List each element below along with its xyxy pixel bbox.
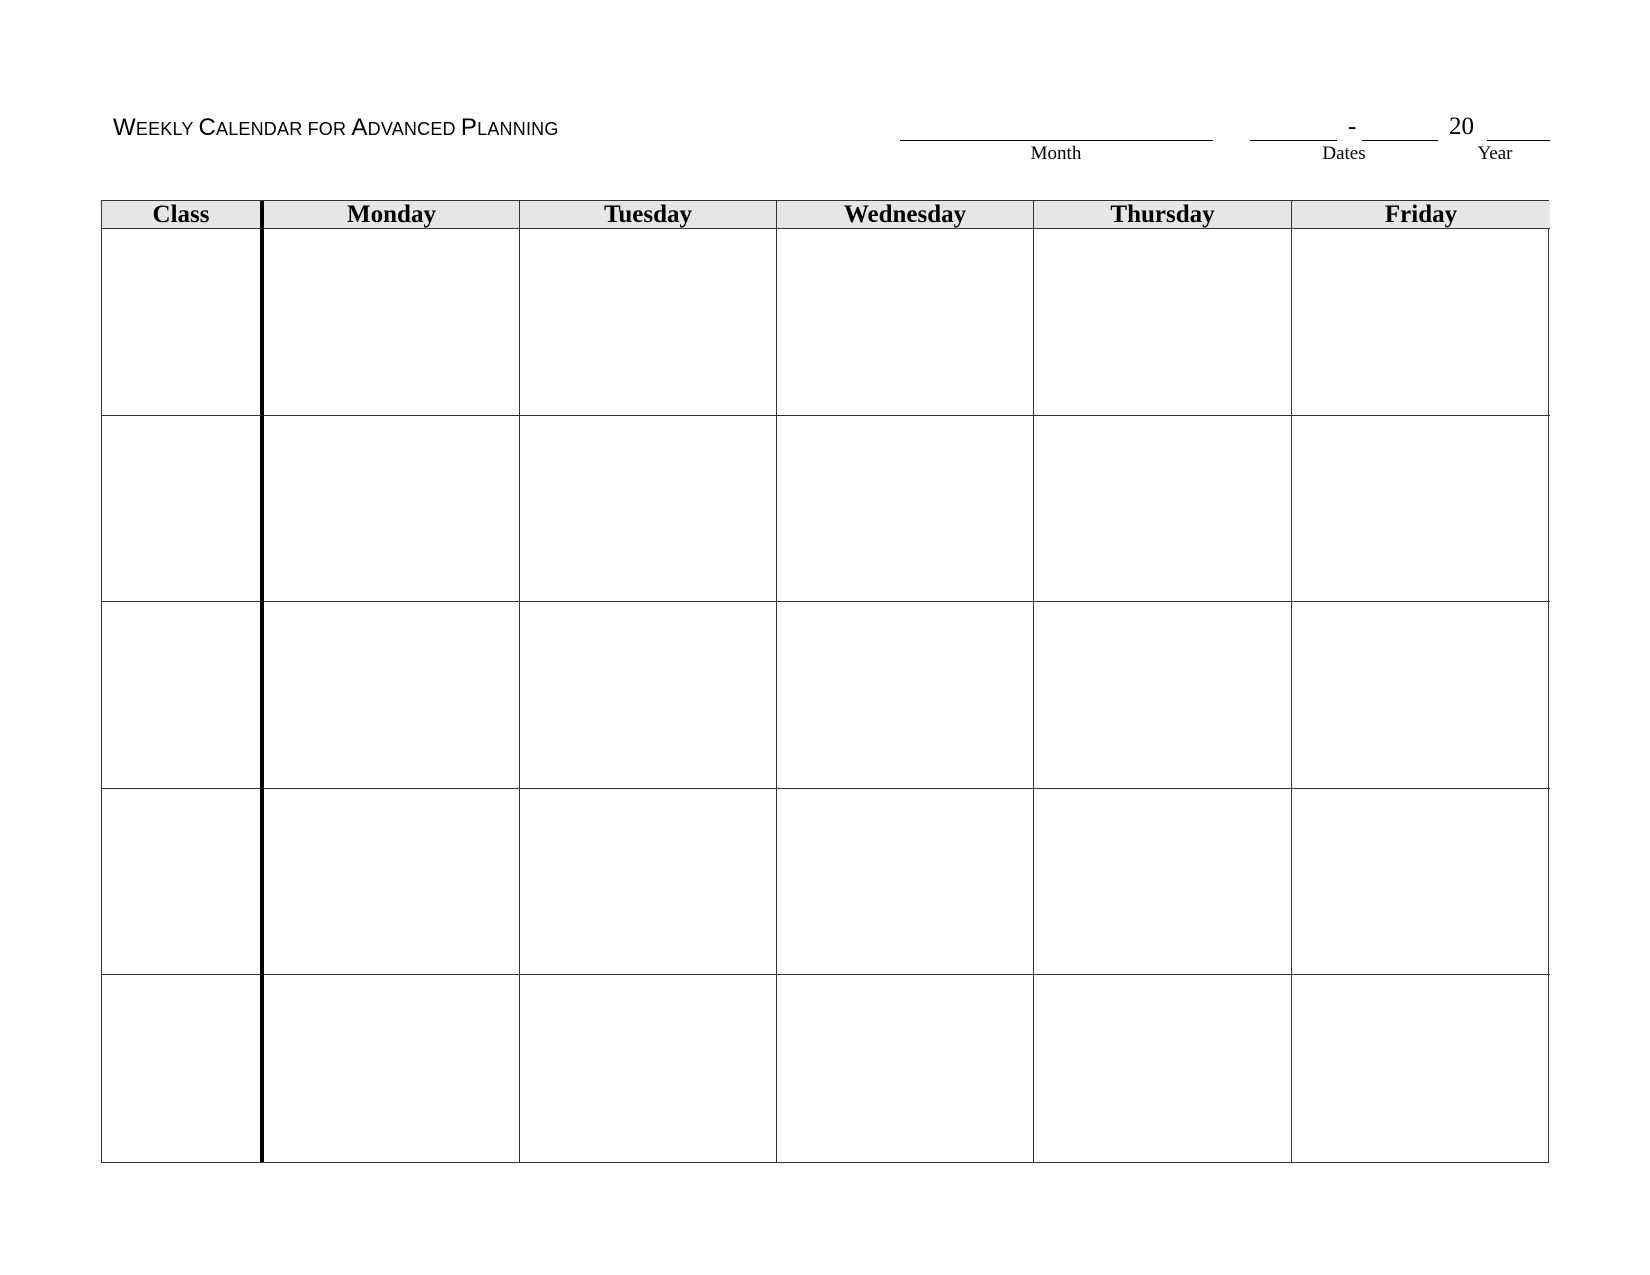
class-cell[interactable]	[102, 975, 264, 1162]
year-prefix: 20	[1449, 113, 1474, 140]
class-cell[interactable]	[102, 789, 264, 976]
wednesday-cell[interactable]	[777, 229, 1034, 416]
dates-label: Dates	[1322, 143, 1366, 164]
monday-cell[interactable]	[264, 975, 520, 1162]
column-header-wednesday: Wednesday	[777, 201, 1034, 229]
monday-cell[interactable]	[264, 602, 520, 789]
year-label: Year	[1477, 143, 1513, 164]
thursday-cell[interactable]	[1034, 416, 1292, 603]
month-label: Month	[1030, 143, 1082, 164]
start-date-field-line[interactable]	[1250, 140, 1337, 141]
friday-cell[interactable]	[1292, 789, 1550, 976]
wednesday-cell[interactable]	[777, 789, 1034, 976]
column-header-thursday: Thursday	[1034, 201, 1292, 229]
tuesday-cell[interactable]	[520, 602, 777, 789]
year-field-line[interactable]	[1487, 140, 1550, 141]
friday-cell[interactable]	[1292, 602, 1550, 789]
column-header-friday: Friday	[1292, 201, 1550, 229]
friday-cell[interactable]	[1292, 975, 1550, 1162]
thursday-cell[interactable]	[1034, 602, 1292, 789]
tuesday-cell[interactable]	[520, 416, 777, 603]
thursday-cell[interactable]	[1034, 789, 1292, 976]
column-header-class: Class	[102, 201, 264, 229]
wednesday-cell[interactable]	[777, 975, 1034, 1162]
friday-cell[interactable]	[1292, 416, 1550, 603]
tuesday-cell[interactable]	[520, 789, 777, 976]
wednesday-cell[interactable]	[777, 416, 1034, 603]
monday-cell[interactable]	[264, 229, 520, 416]
wednesday-cell[interactable]	[777, 602, 1034, 789]
friday-cell[interactable]	[1292, 229, 1550, 416]
dates-separator: -	[1348, 113, 1357, 140]
class-cell[interactable]	[102, 416, 264, 603]
class-cell[interactable]	[102, 229, 264, 416]
column-header-tuesday: Tuesday	[520, 201, 777, 229]
thursday-cell[interactable]	[1034, 229, 1292, 416]
thursday-cell[interactable]	[1034, 975, 1292, 1162]
page-title: WEEKLY CALENDAR FOR ADVANCED PLANNING	[113, 114, 559, 141]
monday-cell[interactable]	[264, 416, 520, 603]
weekly-calendar-grid	[101, 200, 1549, 1163]
class-cell[interactable]	[102, 602, 264, 789]
monday-cell[interactable]	[264, 789, 520, 976]
column-header-monday: Monday	[264, 201, 520, 229]
tuesday-cell[interactable]	[520, 229, 777, 416]
tuesday-cell[interactable]	[520, 975, 777, 1162]
month-field-line[interactable]	[900, 140, 1213, 141]
end-date-field-line[interactable]	[1362, 140, 1438, 141]
